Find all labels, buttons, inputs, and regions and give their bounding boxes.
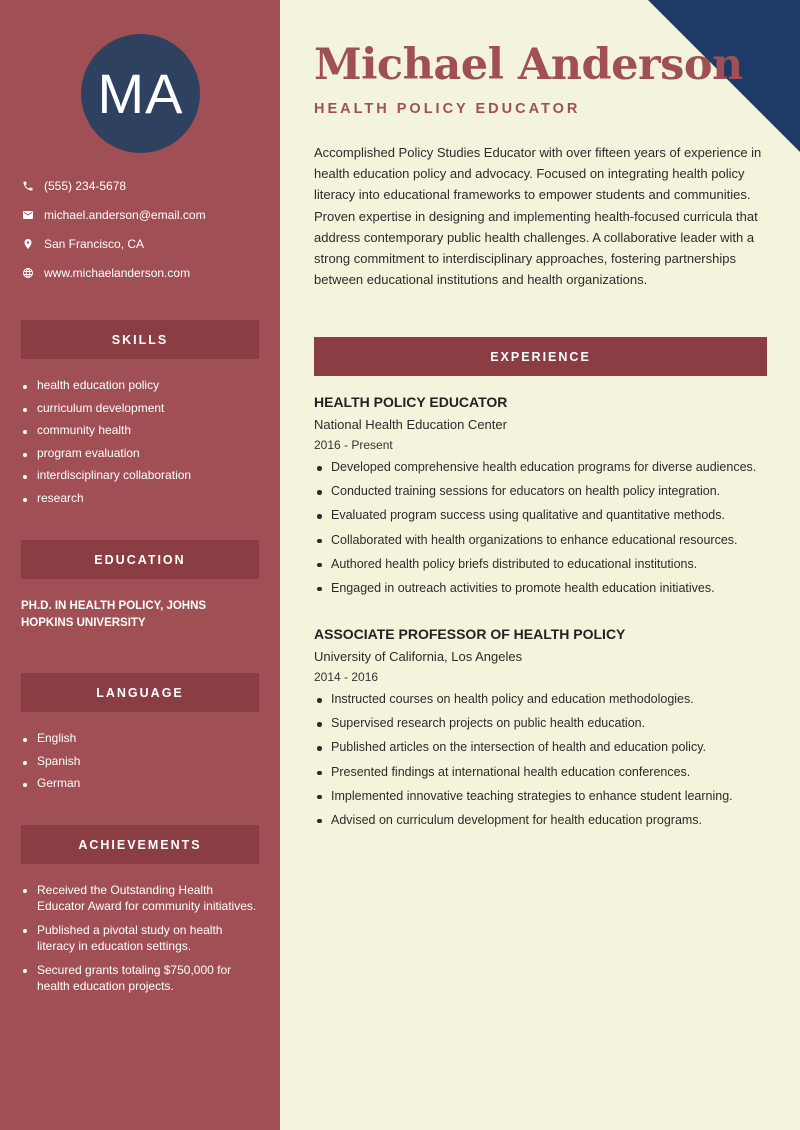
experience-entry [314,626,774,837]
education-degree: PH.D. IN HEALTH POLICY, JOHNS HOPKINS UNIVERSITY [21,600,207,629]
achievements-list [21,882,261,1002]
website-text[interactable]: www.michaelanderson.com [44,266,191,280]
list-item: Advised on curriculum development for health education programs. [314,813,774,828]
list-item: health education policy [21,378,261,393]
responsibility-list [314,692,774,828]
summary: Accomplished Policy Studies Educator with over fifteen years of experience in health education policy and advocacy. Focused on integrating health policy literacy into educational frameworks to empower students and communities. Proven expertise in designing and implementing health-focused curricula that address contemporary public health challenges. A collaborative leader with a strong commitment to interdisciplinary approaches, fostering partnerships between educational institutions and health organizations. [314,145,762,288]
contact-website [21,266,261,280]
education-heading: EDUCATION [21,540,259,579]
list-item: Instructed courses on health policy and education methodologies. [314,692,774,707]
list-item: Evaluated program success using qualitative and quantitative methods. [314,508,774,523]
list-item: curriculum development [21,401,261,416]
phone-icon [21,179,35,193]
list-item: English [21,731,261,746]
page-title: Michael Anderson [314,40,743,90]
organization: University of California, Los Angeles [314,649,523,664]
experience-heading: EXPERIENCE [314,337,767,376]
list-item: Supervised research projects on public health education. [314,716,774,731]
list-item: community health [21,423,261,438]
list-item: Authored health policy briefs distributed to educational institutions. [314,557,774,572]
list-item: German [21,776,261,791]
list-item: research [21,491,261,506]
date-range: 2016 - Present [314,438,393,452]
avatar: MA [81,34,200,153]
list-item: Secured grants totaling $750,000 for health education projects. [21,962,261,994]
skills-list [21,378,261,514]
list-item: Published articles on the intersection of health and education policy. [314,740,774,755]
location-icon [21,237,35,251]
job-title: HEALTH POLICY EDUCATOR [314,101,581,117]
list-item: Received the Outstanding Health Educator Award for community initiatives. [21,882,261,914]
language-list [21,731,261,799]
experience-entry [314,394,774,605]
list-item: program evaluation [21,446,261,461]
list-item: Engaged in outreach activities to promote health education initiatives. [314,581,774,596]
list-item: interdisciplinary collaboration [21,468,261,483]
globe-icon [21,266,35,280]
main-content [280,0,800,1130]
list-item: Presented findings at international health education conferences. [314,765,774,780]
contact-email [21,208,261,222]
organization: National Health Education Center [314,417,507,432]
location-text: San Francisco, CA [44,237,145,251]
list-item: Collaborated with health organizations to enhance educational resources. [314,533,774,548]
contact-phone [21,179,261,193]
position-title: HEALTH POLICY EDUCATOR [314,394,508,410]
achievements-heading: ACHIEVEMENTS [21,825,259,864]
list-item: Conducted training sessions for educators on health policy integration. [314,484,774,499]
position-title: ASSOCIATE PROFESSOR OF HEALTH POLICY [314,626,626,642]
phone-text[interactable]: (555) 234-5678 [44,179,127,193]
email-text[interactable]: michael.anderson@email.com [44,208,206,222]
language-heading: LANGUAGE [21,673,259,712]
list-item: Developed comprehensive health education programs for diverse audiences. [314,460,774,475]
skills-heading: SKILLS [21,320,259,359]
sidebar [0,0,280,1130]
email-icon [21,208,35,222]
contact-location [21,237,261,251]
responsibility-list [314,460,774,596]
list-item: Spanish [21,754,261,769]
list-item: Implemented innovative teaching strategies to enhance student learning. [314,789,774,804]
list-item: Published a pivotal study on health literacy in education settings. [21,922,261,954]
date-range: 2014 - 2016 [314,670,379,684]
